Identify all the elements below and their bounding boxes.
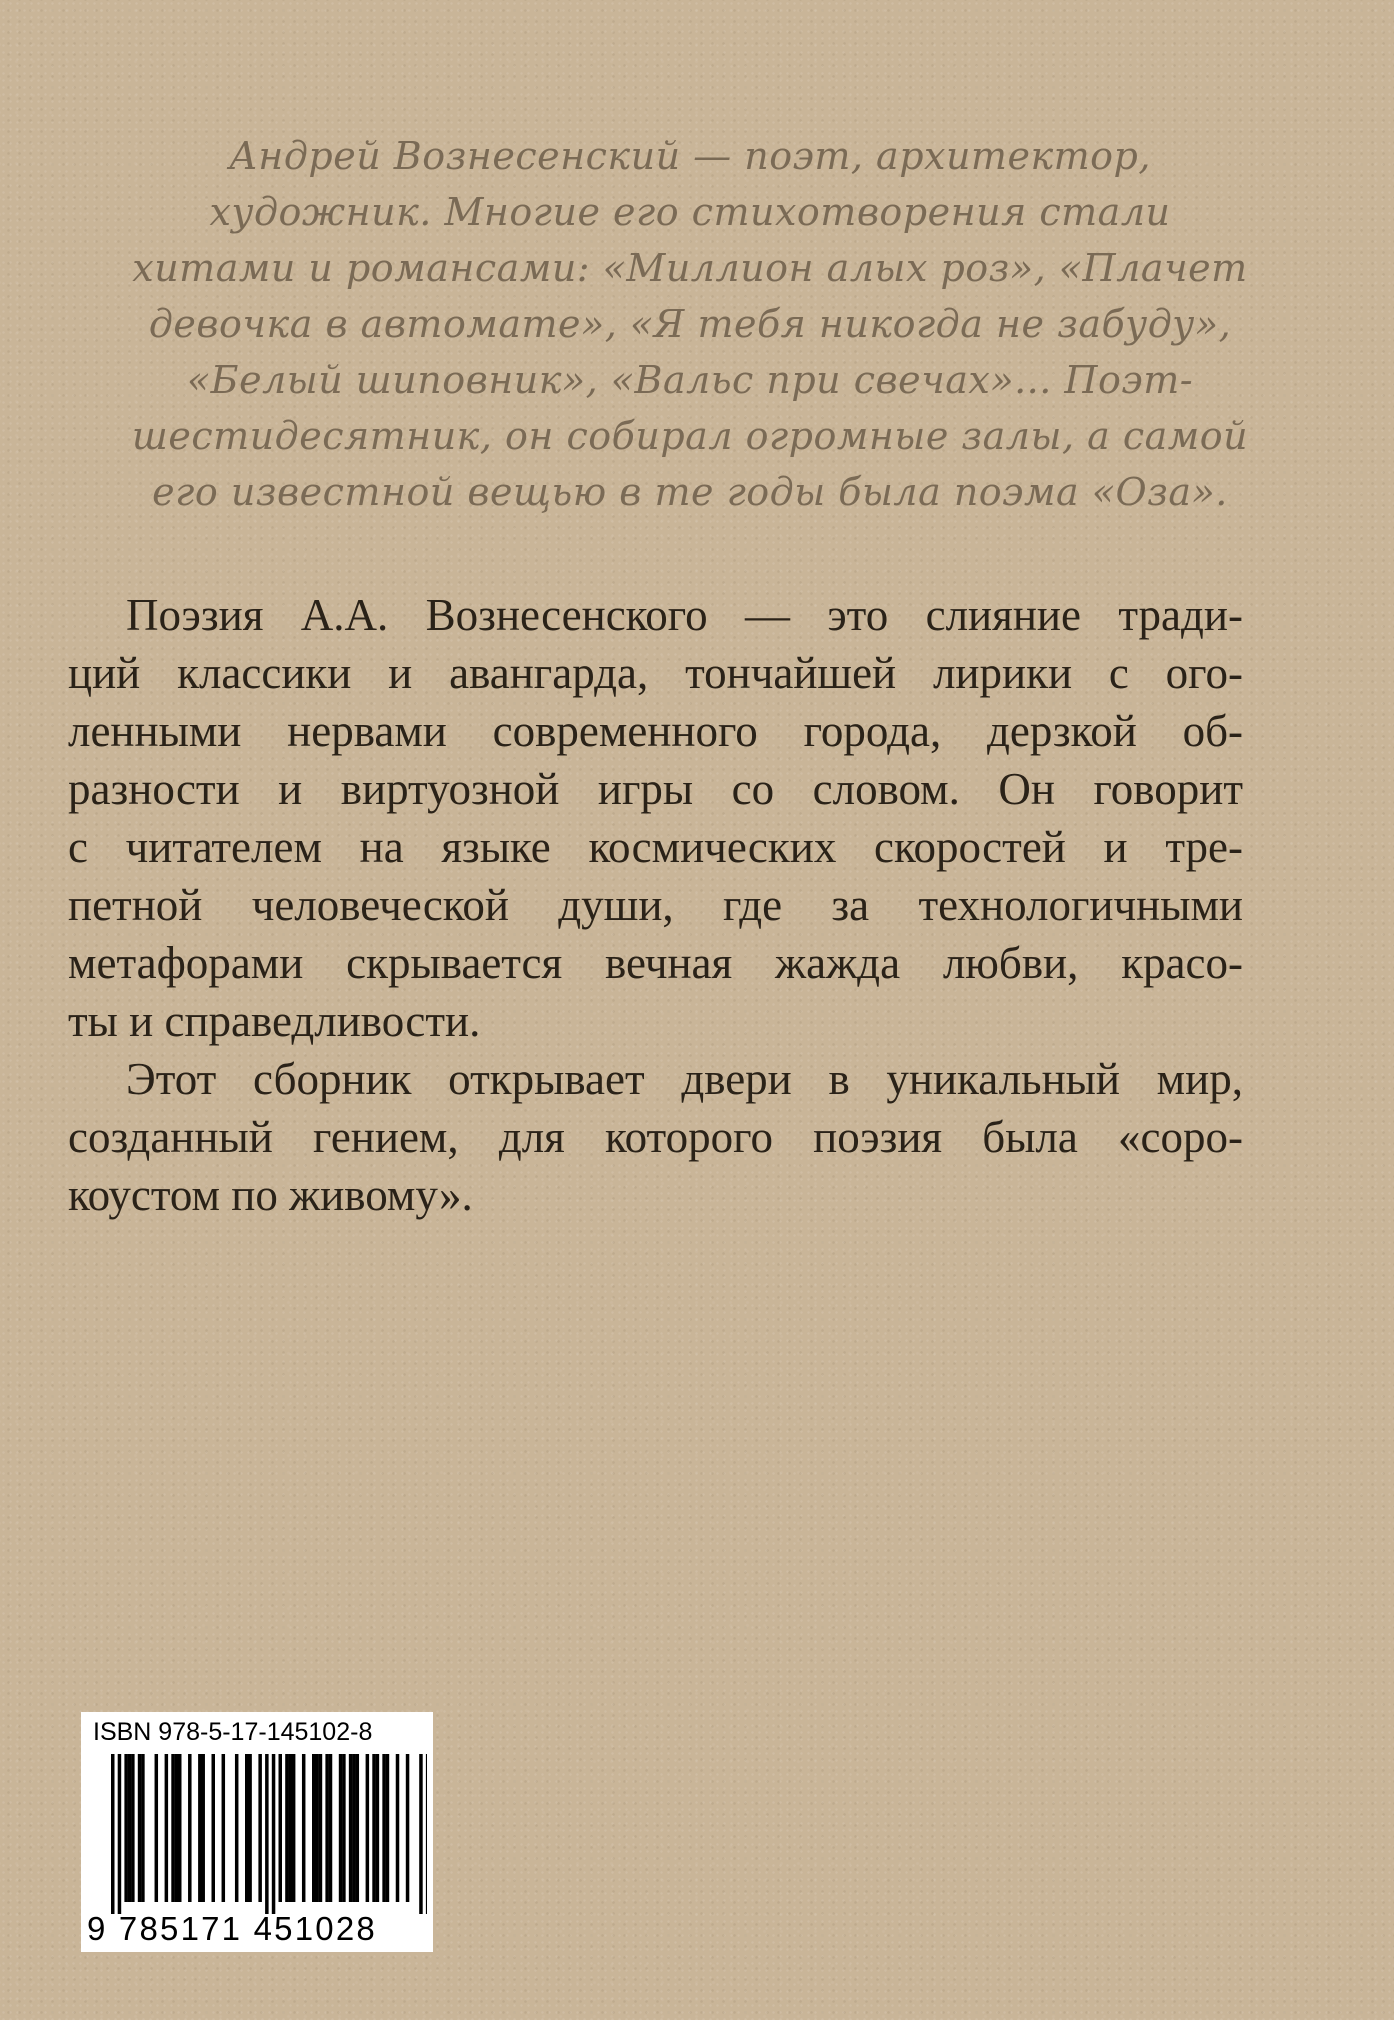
description-line: петной человеческой души, где за технологичными (68, 880, 1243, 930)
description-line: Поэзия А.А. Вознесенского — это слияние тради- (126, 590, 1243, 640)
ean-digits: 9 785171 451028 (87, 1910, 377, 1947)
barcode-bar (165, 1754, 169, 1902)
barcode-bar (171, 1754, 175, 1902)
barcode-bar (141, 1754, 145, 1902)
isbn-label: ISBN 978-5-17-145102-8 (93, 1718, 373, 1746)
author-blurb (110, 128, 1270, 520)
barcode-bar (356, 1754, 360, 1902)
barcode-bar (198, 1754, 202, 1902)
barcode-bar (352, 1754, 356, 1902)
barcode-bar (366, 1754, 370, 1902)
barcode-bar (302, 1754, 306, 1902)
barcode-bar (372, 1754, 376, 1902)
barcode-bar (111, 1754, 115, 1914)
barcode-bars (87, 1754, 427, 1914)
barcode-bar (285, 1754, 289, 1902)
author-blurb-line: шестидесятник, он собирал огромные залы, а самой (131, 414, 1249, 458)
author-blurb-line: художник. Многие его стихотворения стали (209, 190, 1171, 234)
barcode-bar (188, 1754, 192, 1902)
description-line: коустом по живому». (68, 1170, 473, 1220)
barcode-bar (245, 1754, 249, 1902)
barcode-bar (201, 1754, 205, 1902)
author-blurb-line: девочка в автомате», «Я тебя никогда не забуду», (148, 302, 1232, 346)
description-text (68, 586, 1243, 1224)
barcode-bar (175, 1754, 179, 1902)
barcode-bar (382, 1754, 386, 1902)
description-line: ты и справедливости. (68, 996, 481, 1046)
barcode-bar (339, 1754, 343, 1902)
barcode-bar (289, 1754, 293, 1902)
author-blurb-line: «Белый шиповник», «Вальс при свечах»... Поэт- (186, 358, 1194, 402)
barcode-bar (315, 1754, 319, 1902)
barcode-bar (319, 1754, 323, 1902)
description-line: с читателем на языке космических скоростей и тре- (68, 822, 1243, 872)
description-line: ций классики и авангарда, тончайшей лирики с ого- (68, 648, 1243, 698)
description-line: Этот сборник открывает двери в уникальный мир, (126, 1054, 1243, 1104)
barcode-bar (419, 1754, 423, 1914)
description-line: разности и виртуозной игры со словом. Он говорит (68, 764, 1243, 814)
author-blurb-line: Андрей Вознесенский — поэт, архитектор, (229, 134, 1151, 178)
barcode-bar (396, 1754, 400, 1902)
barcode-bar (235, 1754, 239, 1902)
barcode-bar (312, 1754, 316, 1902)
barcode-bar (138, 1754, 142, 1902)
barcode-bar (279, 1754, 283, 1902)
barcode-bar (124, 1754, 128, 1902)
description-line: созданный гением, для которого поэзия была «соро- (68, 1112, 1243, 1162)
isbn-barcode (81, 1712, 433, 1952)
barcode-bar (258, 1754, 262, 1902)
barcode-bar (325, 1754, 329, 1902)
barcode-bar (406, 1754, 410, 1902)
barcode-bar (131, 1754, 135, 1902)
barcode-bar (178, 1754, 182, 1902)
barcode-bar (349, 1754, 353, 1902)
barcode-bar (376, 1754, 380, 1902)
barcode-bar (265, 1754, 269, 1914)
barcode-bar (329, 1754, 333, 1902)
barcode-bar (292, 1754, 296, 1902)
barcode-bar (212, 1754, 216, 1902)
barcode-bar (155, 1754, 159, 1902)
barcode-bar (118, 1754, 122, 1914)
author-blurb-line: хитами и романсами: «Миллион алых роз», «Плачет (132, 246, 1248, 290)
barcode-bar (386, 1754, 390, 1902)
barcode-bar (222, 1754, 226, 1902)
barcode-bar (342, 1754, 346, 1902)
barcode-bar (128, 1754, 132, 1902)
barcode-bar (272, 1754, 276, 1914)
author-blurb-line: его известной вещью в те годы была поэма «Оза». (152, 470, 1228, 514)
barcode-bar (248, 1754, 252, 1902)
barcode-bar (426, 1754, 427, 1914)
description-line: метафорами скрывается вечная жажда любви, красо- (68, 938, 1243, 988)
description-line: ленными нервами современного города, дерзкой об- (68, 706, 1243, 756)
